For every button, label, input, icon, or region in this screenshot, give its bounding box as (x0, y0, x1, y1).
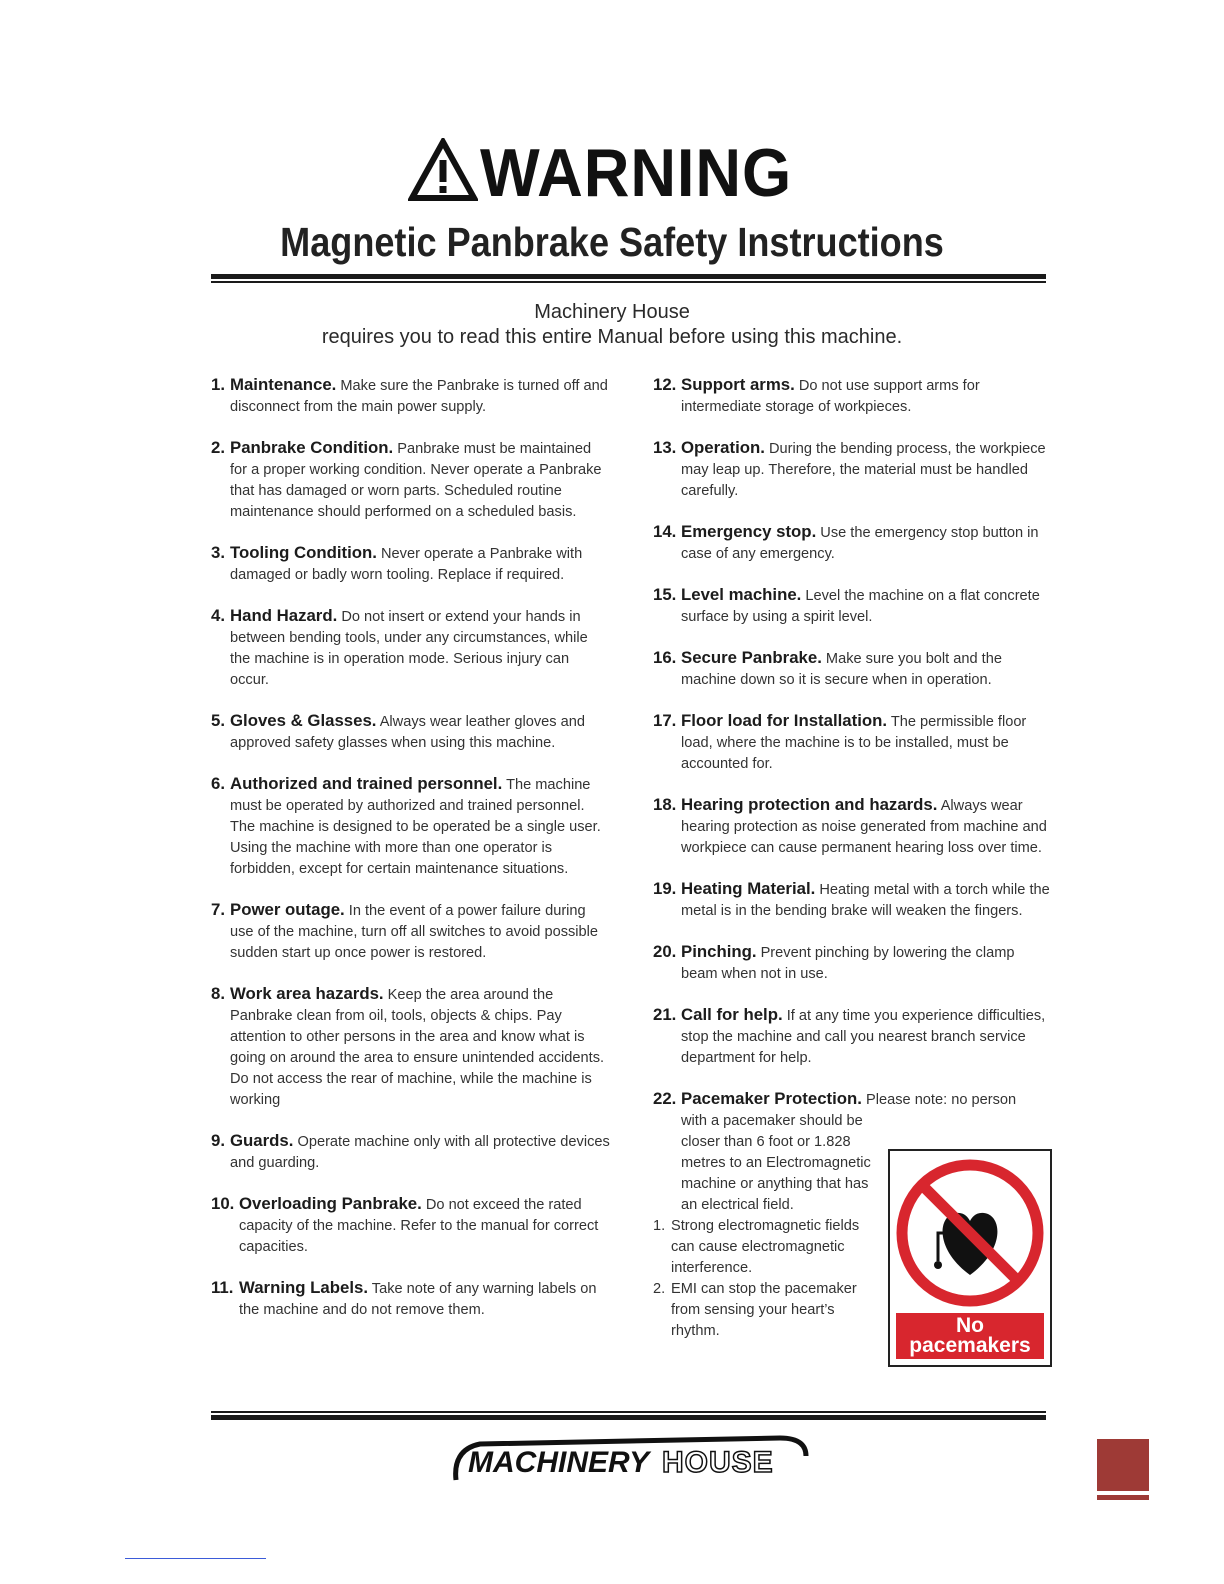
list-item: 13. Operation. During the bending process, the workpiece may leap up. Therefore, the material must be handled carefully. (653, 438, 1046, 499)
pacemaker-item-heading: 22. Pacemaker Protection. Please note: no person (653, 1089, 1017, 1108)
bottom-divider (211, 1411, 1046, 1420)
list-item: 17. Floor load for Installation. The permissible floor load, where the machine is to be installed, must be accounted for. (653, 711, 1027, 772)
list-item: 7. Power outage. In the event of a power failure during use of the machine, turn off all switches to avoid possible sudden start up once power is restored. (211, 900, 599, 961)
list-item: 2. Panbrake Condition. Panbrake must be maintained for a proper working condition. Never operate a Panbrake that has damaged or worn parts. Scheduled routine maintenance should performed on a scheduled basis. (211, 438, 602, 520)
warning-triangle-icon (408, 138, 478, 202)
list-item: 4. Hand Hazard. Do not insert or extend your hands in between bending tools, under any circumstances, while the machine is in operation mode. Serious injury can occur. (211, 606, 588, 688)
list-item: 12. Support arms. Do not use support arms for intermediate storage of workpieces. (653, 375, 980, 415)
list-item: 6. Authorized and trained personnel. The machine must be operated by authorized and trained personnel. The machine is designed to be operated be a single user. Using the machine with more than one operator is forbidden, except for certain maintenance situations. (211, 774, 601, 877)
page-marker-line (1097, 1495, 1149, 1500)
warning-header (0, 128, 1224, 211)
warning-line (0, 128, 1224, 211)
page-title: Magnetic Panbrake Safety Instructions (280, 219, 944, 265)
top-divider (211, 274, 1046, 283)
page-marker (1097, 1439, 1149, 1491)
list-item: 20. Pinching. Prevent pinching by lowering the clamp beam when not in use. (653, 942, 1015, 982)
list-item: 15. Level machine. Level the machine on a flat concrete surface by using a spirit level. (653, 585, 1040, 625)
intro-text (0, 300, 1224, 350)
list-item: 14. Emergency stop. Use the emergency stop button in case of any emergency. (653, 522, 1039, 562)
no-pacemakers-sign (888, 1149, 1052, 1367)
list-item: 11. Warning Labels. Take note of any warning labels on the machine and do not remove them. (211, 1278, 597, 1318)
company-name: Machinery House (534, 301, 690, 323)
list-item: 3. Tooling Condition. Never operate a Panbrake with damaged or badly worn tooling. Replace if required. (211, 543, 583, 583)
list-item: 8. Work area hazards. Keep the area around the Panbrake clean from oil, tools, objects & chips. Pay attention to other persons in the area and know what is going on around the area to ensure unintended accidents. Do not access the rear of machine, while the machine is working (211, 984, 605, 1108)
list-item: 21. Call for help. If at any time you experience difficulties, stop the machine and call you nearest branch service department for help. (653, 1005, 1046, 1066)
list-item: 5. Gloves & Glasses. Always wear leather gloves and approved safety glasses when using this machine. (211, 711, 585, 751)
machinery-house-logo (450, 1432, 810, 1488)
no-pacemaker-icon (894, 1157, 1046, 1309)
list-item: 1. Maintenance. Make sure the Panbrake is turned off and disconnect from the main power supply. (211, 375, 608, 415)
left-column (211, 374, 611, 1321)
pacemaker-note: 2. EMI can stop the pacemaker from sensing your heart’s rhythm. (653, 1281, 857, 1339)
intro-requirement: requires you to read this entire Manual before using this machine. (321, 326, 903, 348)
pacemaker-note: 1. Strong electromagnetic fields can cause electromagnetic interference. (653, 1218, 860, 1276)
list-item: 10. Overloading Panbrake. Do not exceed the rated capacity of the machine. Refer to the manual for correct capacities. (211, 1194, 599, 1255)
list-item: 9. Guards. Operate machine only with all protective devices and guarding. (211, 1131, 610, 1171)
pacemaker-text: with a pacemaker should be closer than 6 foot or 1.828 metres to an Electromagnetic machine or anything that has an electrical field. (681, 1113, 871, 1213)
svg-text:MACHINERY: MACHINERY (468, 1446, 650, 1479)
warning-word: WARNING (480, 135, 793, 211)
svg-text:HOUSE: HOUSE (662, 1446, 774, 1479)
link-underline (125, 1558, 266, 1559)
sign-label: No pacemakers (896, 1313, 1044, 1359)
list-item: 16. Secure Panbrake. Make sure you bolt and the machine down so it is secure when in operation. (653, 648, 1002, 688)
list-item: 19. Heating Material. Heating metal with a torch while the metal is in the bending brake will weaken the fingers. (653, 879, 1050, 919)
list-item: 18. Hearing protection and hazards. Always wear hearing protection as noise generated from machine and workpiece can cause permanent hearing loss over time. (653, 795, 1047, 856)
